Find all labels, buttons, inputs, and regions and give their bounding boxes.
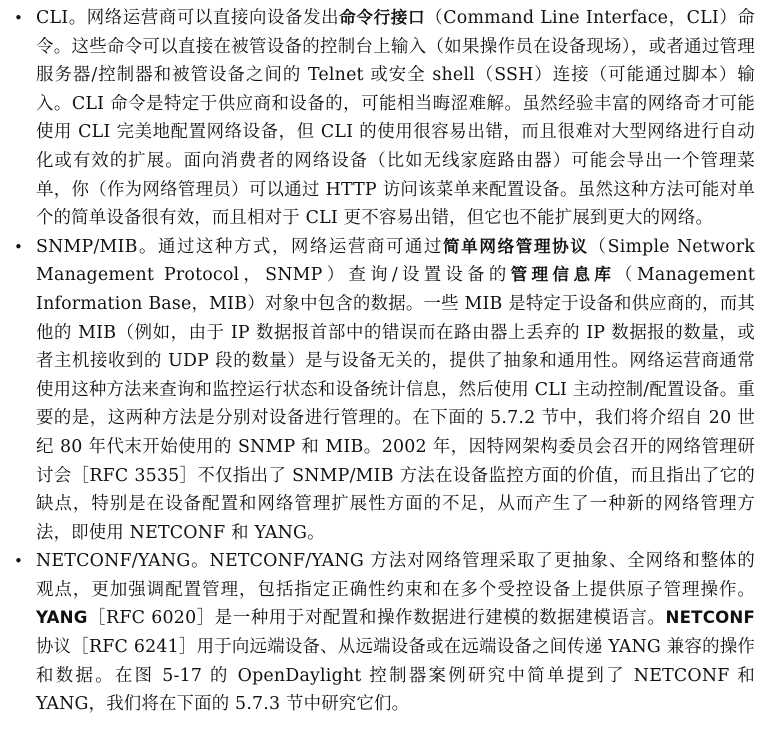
bullet-icon: • xyxy=(14,237,24,256)
list-item-netconf-yang xyxy=(10,547,755,719)
term-mib: 管理信息库 xyxy=(510,265,616,285)
item-text: 协议［RFC 6241］用于向远端设备、从远端设备或在远端设备之间传递 YANG 兼容的操作和数据。在图 5-17 的 OpenDaylight 控制器案例研究中简单提到了 NETCONF 和 YANG，我们将在下面的 5.7.3 节中研究它们。 xyxy=(36,637,755,715)
item-text: ［RFC 6020］是一种用于对配置和操作数据进行建模的数据建模语言。 xyxy=(87,608,666,629)
item-text: （Simple Network Management Protocol，SNMP）查询/设置设备的 xyxy=(36,236,755,286)
item-text: （Command Line Interface，CLI）命令。这些命令可以直接在被管设备的控制台上输入（如果操作员在设备现场），或者通过管理服务器/控制器和被管设备之间的 Telnet 或安全 shell（SSH）连接（可能通过脚本）输入。CLI 命令是特定于供应商和设备的，可能相当晦涩难解。虽然经验丰富的网络奇才可能使用 CLI 完美地配置网络设备，但 CLI 的使用很容易出错，而且很难对大型网络进行自动化或有效的扩展。面向消费者的网络设备（比如无线家庭路由器）可能会导出一个管理菜单，你（作为网络管理员）可以通过 HTTP 访问该菜单来配置设备。虽然这种方法可能对单个的简单设备很有效，而且相对于 CLI 更不容易出错，但它也不能扩展到更大的网络。 xyxy=(36,8,756,229)
bullet-icon: • xyxy=(14,9,24,27)
document-page xyxy=(10,4,755,719)
item-text: SNMP/MIB。通过这种方式，网络运营商可通过 xyxy=(36,236,443,257)
list-item-cli xyxy=(10,4,755,233)
item-text: CLI。网络运营商可以直接向设备发出 xyxy=(36,8,340,28)
term-yang: YANG xyxy=(36,608,88,628)
term-cli: 命令行接口 xyxy=(339,8,426,27)
item-text: （Management Information Base，MIB）对象中包含的数据。一些 MIB 是特定于设备和供应商的，而其他的 MIB（例如，由于 IP 数据报首部中的错误而在路由器上丢弃的 IP 数据报的数量，或者主机接收到的 UDP 段的数量）是与设备无关的，提供了抽象和通用性。网络运营商通常使用这种方法来查询和监控运行状态和设备统计信息，然后使用 CLI 主动控制/配置设备。重要的是，这两种方法是分别对设备进行管理的。在下面的 5.7.2 节中，我们将介绍自 20 世纪 80 年代末开始使用的 SNMP 和 MIB。2002 年，因特网架构委员会召开的网络管理研讨会［RFC 3535］不仅指出了 SNMP/MIB 方法在设备监控方面的价值，而且指出了它的缺点，特别是在设备配置和网络管理扩展性方面的不足，从而产生了一种新的网络管理方法，即使用 NETCONF 和 YANG。 xyxy=(36,265,756,543)
term-netconf: NETCONF xyxy=(665,608,755,628)
term-snmp: 简单网络管理协议 xyxy=(442,236,589,256)
list-item-snmp-mib xyxy=(10,233,755,548)
bullet-icon: • xyxy=(14,552,24,571)
item-text: NETCONF/YANG。NETCONF/YANG 方法对网络管理采取了更抽象、全网络和整体的观点，更加强调配置管理，包括指定正确性约束和在多个受控设备上提供原子管理操作。 xyxy=(36,551,755,600)
